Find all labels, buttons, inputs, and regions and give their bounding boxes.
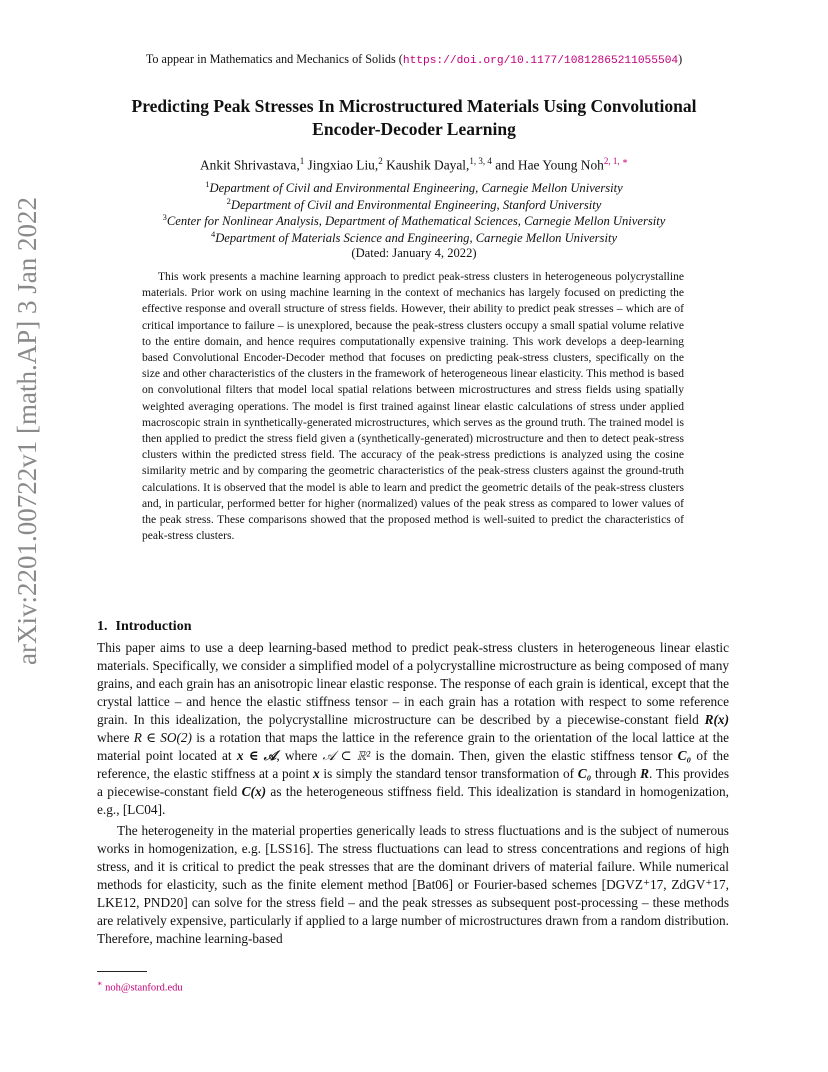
text-run: is a rotation that maps the lattice in the reference grain to the orientation of the local lattice at the material point located at (97, 730, 729, 763)
author-affil-mark: 1, 3, 4 (469, 156, 492, 166)
affil-text: Center for Nonlinear Analysis, Department of Mathematical Sciences, Carnegie Mellon University (166, 214, 666, 229)
section-heading (97, 619, 191, 635)
math-inline: R(x) (704, 712, 729, 727)
doi-link[interactable]: https://doi.org/10.1177/10812865211055504 (402, 55, 679, 67)
text-run: is the domain. Then, given the elastic stiffness tensor (370, 748, 678, 763)
affiliation-3 (0, 212, 828, 229)
date-line: (Dated: January 4, 2022) (351, 246, 477, 260)
math-inline: R (640, 766, 650, 781)
affil-text: Department of Civil and Environmental Engineering, Carnegie Mellon University (209, 181, 623, 196)
author-name: and Hae Young Noh (495, 157, 604, 173)
affiliation-2 (0, 196, 828, 213)
footnote-mark: ∗ (97, 979, 103, 988)
title-line-2: Encoder-Decoder Learning (312, 119, 516, 139)
text-run: , where (276, 748, 323, 763)
affil-text: Department of Civil and Environmental Engineering, Stanford University (230, 197, 602, 212)
affil-number: 3 (162, 212, 167, 222)
affiliation-4 (0, 229, 828, 246)
affil-number: 2 (226, 195, 231, 206)
arxiv-stamp (12, 197, 52, 1065)
text-run: is simply the standard tensor transformation of (319, 766, 578, 781)
math-inline: C(x) (241, 784, 267, 799)
paper-title (90, 95, 738, 141)
affiliation-1 (0, 179, 828, 196)
author-affil-mark: 1 (299, 156, 305, 166)
journal-note-suffix: ) (678, 52, 683, 66)
math-inline: R ∈ SO(2) (133, 730, 192, 745)
footnote (97, 979, 183, 994)
author-affil-mark: 2 (378, 156, 383, 166)
journal-note (0, 52, 828, 67)
math-inline: x (313, 766, 320, 781)
affil-number: 1 (205, 179, 210, 189)
text-run: This paper aims to use a deep learning-based method to predict peak-stress clusters in heterogeneous linear elastic materials. Specifically, we consider a simplified model of a polycrystalline microstructure as being composed of many grains, and each grain has an anisotropic linear elastic response. The response of each grain is identical, except that the crystal lattice – and hence the elastic stiffness tensor – in each grain has a rotation with respect to some reference grain. In this idealization, the polycrystalline microstructure can be described by a piecewise-constant field (97, 640, 729, 727)
arxiv-stamp-text: arXiv:2201.00722v1 [math.AP] 3 Jan 2022 (12, 197, 42, 665)
math-inline: C₀ (677, 748, 692, 763)
math-inline: 𝒜 ⊂ ℝ² (322, 748, 371, 763)
author-name: Ankit Shrivastava, (200, 157, 300, 173)
math-inline: x ∈ 𝒜 (236, 748, 277, 763)
math-inline: C₀ (577, 766, 592, 781)
text-run: where (97, 730, 134, 745)
journal-note-prefix: To appear in Mathematics and Mechanics of Solids ( (145, 52, 403, 66)
intro-paragraph-1 (97, 639, 729, 819)
text-run: of the reference, the elastic stiffness at a point (97, 748, 729, 781)
title-line-1: Predicting Peak Stresses In Microstructured Materials Using Convolutional (131, 96, 697, 116)
author-list (0, 156, 828, 173)
section-title: Introduction (115, 619, 192, 634)
abstract: This work presents a machine learning approach to predict peak-stress clusters in heterogeneous polycrystalline materials. Prior work on using machine learning in the context of mechanics has largely focused on predicting the effective response and overall structure of stress fields. However, their ability to predict peak stresses – which are of critical importance to failure – is unexplored, because the peak-stress clusters occupy a small spatial volume relative to the entire domain, and hence requires computationally expensive training. This work develops a deep-learning based Convolutional Encoder-Decoder method that focuses on predicting peak-stress clusters, specifically on the size and other characteristics of the clusters in the framework of heterogeneous linear elasticity. This method is based on convolutional filters that model local spatial relations between microstructures and stress fields using spatially weighted averaging operations. The model is first trained against linear elastic calculations of stress under applied macroscopic strain in synthetically-generated microstructures, which serves as the ground truth. The trained model is then applied to predict the stress field given a (synthetically-generated) microstructure and then to detect peak-stress clusters within the predicted stress field. The accuracy of the peak-stress predictions is analyzed using the cosine similarity metric and by comparing the geometric characteristics of the peak-stress clusters against the ground-truth calculations. It is observed that the model is able to learn and predict the geometric details of the peak-stress clusters and, in particular, performed better for higher (normalized) values of the peak stress as compared to lower values of the peak stress. These comparisons showed that the proposed method is well-suited to predict the characteristics of peak-stress clusters. (142, 271, 684, 543)
paragraph-text: The heterogeneity in the material properties generically leads to stress fluctuations and is the subject of numerous works in homogenization, e.g. [LSS16]. The stress fluctuations can lead to stress concentrations and regions of high stress, and it is critical to predict the peak stresses that are the dominant drivers of material failure. While numerical methods for elasticity, such as the finite element method [Bat06] or Fourier-based schemes [DGVZ⁺17, ZdGV⁺17, LKE12, PND20] can solve for the stress field – and the peak stresses as subsequent post-processing – these methods are relatively expensive, particularly if applied to a large number of microstructures drawn from a random distribution. Therefore, machine learning-based (97, 823, 729, 946)
intro-paragraph-2 (97, 822, 729, 948)
text-run: through (591, 766, 641, 781)
author-affil-mark[interactable]: 2, 1, ∗ (603, 156, 628, 166)
text-run: as the heterogeneous stiffness field. This idealization is standard in homogenization, e.g., [LC04]. (97, 784, 729, 817)
affil-text: Department of Materials Science and Engineering, Carnegie Mellon University (215, 230, 618, 245)
affil-number: 4 (210, 228, 216, 239)
author-name: Kaushik Dayal, (386, 157, 470, 173)
author-name: Jingxiao Liu, (307, 157, 379, 173)
footnote-rule (97, 971, 147, 972)
email-link[interactable]: noh@stanford.edu (105, 982, 183, 994)
text-run: . This provides a piecewise-constant field (97, 766, 730, 799)
section-number: 1. (97, 619, 108, 634)
